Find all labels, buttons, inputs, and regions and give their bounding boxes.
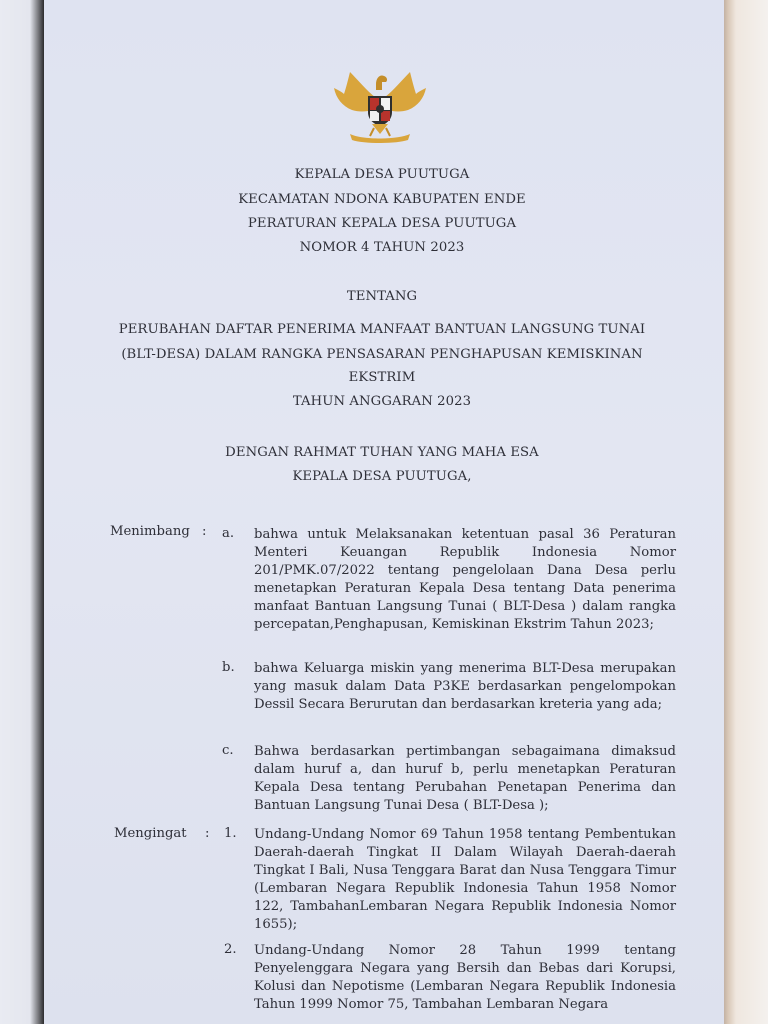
mengingat-colon: : <box>205 826 210 841</box>
preamble-line-1: DENGAN RAHMAT TUHAN YANG MAHA ESA <box>225 445 539 460</box>
menimbang-label: Menimbang <box>110 524 190 539</box>
title-line-2: (BLT-DESA) DALAM RANGKA PENSASARAN PENGHAPUSAN KEMISKINAN <box>121 347 643 362</box>
menimbang-item-c: Bahwa berdasarkan pertimbangan sebagaimana dimaksud dalam huruf a, dan huruf b, perlu menetapkan Peraturan Kepala Desa tentang Perubahan Penetapan Penerima dan Bantuan Langsung Tunai Desa ( BLT-Desa ); <box>254 744 676 813</box>
mengingat-marker-2: 2. <box>224 942 237 957</box>
title-line-3: EKSTRIM <box>348 370 416 385</box>
mengingat-item-2: Undang-Undang Nomor 28 Tahun 1999 tentang Penyelenggara Negara yang Bersih dan Bebas dari Korupsi, Kolusi dan Nepotisme (Lembaran Negara Republik Indonesia Tahun 1999 Nomor 75, Tambahan Lembaran Negara <box>254 943 676 1012</box>
title-line-1: PERUBAHAN DAFTAR PENERIMA MANFAAT BANTUAN LANGSUNG TUNAI <box>118 322 646 337</box>
mengingat-marker-1: 1. <box>224 826 237 841</box>
menimbang-item-b: bahwa Keluarga miskin yang menerima BLT-Desa merupakan yang masuk dalam Data P3KE berdasarkan pengelompokan Dessil Secara Berurutan dan berdasarkan kreteria yang ada; <box>254 661 676 712</box>
tentang-heading: TENTANG <box>346 289 418 304</box>
menimbang-marker-a: a. <box>222 526 235 541</box>
menimbang-marker-b: b. <box>222 660 235 675</box>
menimbang-colon: : <box>202 524 207 539</box>
document-page <box>44 0 724 1024</box>
header-line-3: PERATURAN KEPALA DESA PUUTUGA <box>247 216 517 231</box>
menimbang-marker-c: c. <box>222 743 234 758</box>
header-line-1: KEPALA DESA PUUTUGA <box>294 167 470 182</box>
header-line-4: NOMOR 4 TAHUN 2023 <box>299 240 465 255</box>
page-edge <box>722 0 768 1024</box>
menimbang-item-a: bahwa untuk Melaksanakan ketentuan pasal 36 Peraturan Menteri Keuangan Republik Indonesia Nomor 201/PMK.07/2022 tentang pengelolaan Dana Desa perlu menetapkan Peraturan Kepala Desa tentang Data penerima manfaat Bantuan Langsung Tunai ( BLT-Desa ) dalam rangka percepatan,Penghapusan, Kemiskinan Ekstrim Tahun 2023; <box>254 527 676 632</box>
mengingat-label: Mengingat <box>114 826 187 841</box>
title-line-4: TAHUN ANGGARAN 2023 <box>292 394 472 409</box>
preamble-line-2: KEPALA DESA PUUTUGA, <box>292 469 472 484</box>
mengingat-item-1: Undang-Undang Nomor 69 Tahun 1958 tentang Pembentukan Daerah-daerah Tingkat II Dalam Wilayah Daerah-daerah Tingkat I Bali, Nusa Tenggara Barat dan Nusa Tenggara Timur (Lembaran Negara Republik Indonesia Tahun 1958 Nomor 122, TambahanLembaran Negara Republik Indonesia Nomor 1655); <box>254 827 676 932</box>
header-line-2: KECAMATAN NDONA KABUPATEN ENDE <box>238 192 526 207</box>
garuda-emblem-icon <box>332 68 428 144</box>
